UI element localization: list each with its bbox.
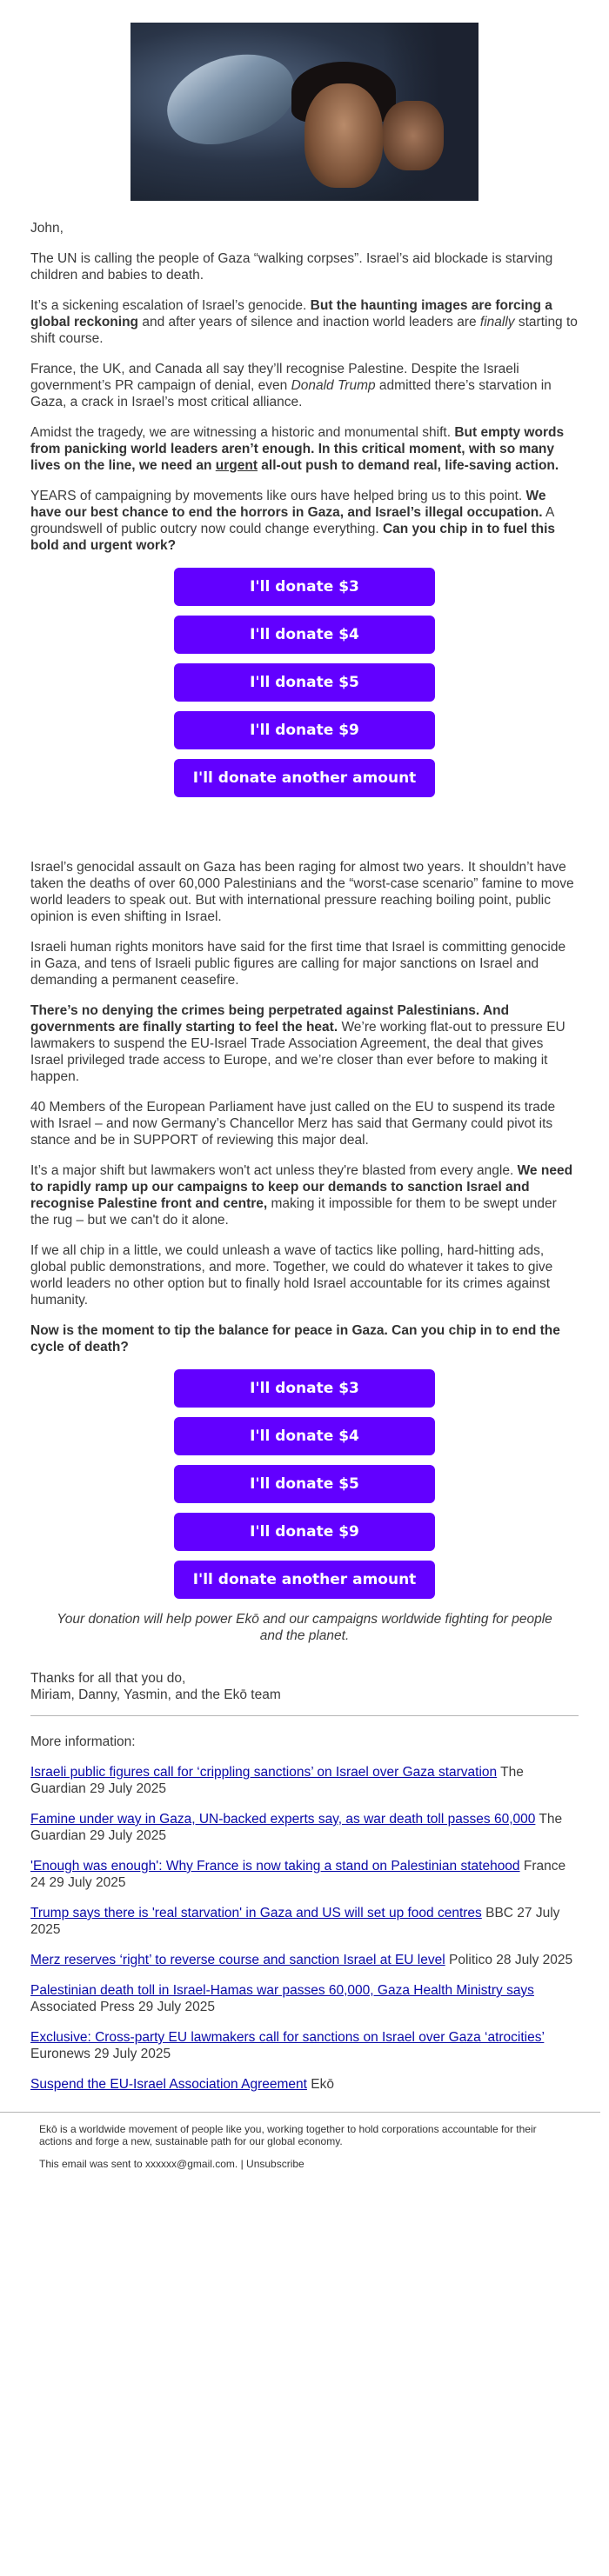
list-item: Suspend the EU-Israel Association Agreement Ekō [30, 2077, 334, 2092]
list-item: 'Enough was enough': Why France is now taking a stand on Palestinian statehood France 24 29 July 2025 [30, 1859, 566, 1890]
source-link[interactable]: Exclusive: Cross-party EU lawmakers call for sanctions on Israel over Gaza ‘atrocities’ [30, 2030, 545, 2045]
child-face-shape [304, 83, 383, 188]
list-item: Famine under way in Gaza, UN-backed experts say, as war death toll passes 60,000 The Guardian 29 July 2025 [30, 1812, 563, 1843]
donate-3-button[interactable]: I'll donate $3 [174, 568, 435, 606]
footer-sent-to: This email was sent to xxxxxx@gmail.com. | Unsubscribe [39, 2158, 304, 2170]
donate-button-group-1 [30, 568, 579, 797]
source-link[interactable]: Palestinian death toll in Israel-Hamas war passes 60,000, Gaza Health Ministry says [30, 1983, 534, 1998]
paragraph-9: 40 Members of the European Parliament have just called on the EU to suspend its trade with Israel – and now Germany’s Chancellor Merz has said that Germany could pivot its stance and be in SUPPORT of reviewing this major deal. [30, 1100, 556, 1148]
source-link[interactable]: Famine under way in Gaza, UN-backed experts say, as war death toll passes 60,000 [30, 1812, 536, 1827]
donate-button-group-2 [30, 1369, 579, 1599]
divider [30, 1715, 579, 1716]
greeting: John, [30, 221, 64, 236]
paragraph-1: The UN is calling the people of Gaza “walking corpses”. Israel’s aid blockade is starving children and babies to death. [30, 251, 553, 283]
donate-5-button[interactable]: I'll donate $5 [174, 1465, 435, 1503]
paragraph-12: Now is the moment to tip the balance for peace in Gaza. Can you chip in to end the cycle of death? [30, 1323, 560, 1355]
donate-9-button[interactable]: I'll donate $9 [174, 711, 435, 749]
donate-4-button[interactable]: I'll donate $4 [174, 1417, 435, 1455]
list-item: Israeli public figures call for ‘crippling sanctions’ on Israel over Gaza starvation The Guardian 29 July 2025 [30, 1765, 524, 1796]
paragraph-11: If we all chip in a little, we could unleash a wave of tactics like polling, hard-hitting ads, global public demonstrations, and more. Together, we could do whatever it takes to give world leaders no other option but to finally hold Israel accountable for its crimes against humanity. [30, 1243, 553, 1308]
paragraph-10: It’s a major shift but lawmakers won't act unless they're blasted from every angle. We need to rapidly ramp up our campaigns to keep our demands to sanction Israel and recognise Palestine front and centre, making it impossible for them to be swept under the rug – but we can't do it alone. [30, 1163, 573, 1228]
closing-note: Your donation will help power Ekō and our campaigns worldwide fighting for people and the planet. [57, 1612, 552, 1643]
more-info-links [30, 1764, 579, 2093]
donate-other-button[interactable]: I'll donate another amount [174, 759, 435, 797]
list-item: Merz reserves ‘right’ to reverse course and sanction Israel at EU level Politico 28 July 2025 [30, 1953, 573, 1967]
donate-other-button[interactable]: I'll donate another amount [174, 1561, 435, 1599]
signoff: Thanks for all that you do, Miriam, Danny, Yasmin, and the Ekō team [30, 1671, 281, 1702]
list-item: Trump says there is 'real starvation' in Gaza and US will set up food centres BBC 27 July 2025 [30, 1906, 560, 1937]
pot-shape [156, 39, 305, 158]
footer-about: Ekō is a worldwide movement of people like you, working together to hold corporations accountable for their actions and forge a new, sustainable path for our global economy. [39, 2123, 537, 2147]
donate-9-button[interactable]: I'll donate $9 [174, 1513, 435, 1551]
source-link[interactable]: 'Enough was enough': Why France is now taking a stand on Palestinian statehood [30, 1859, 520, 1874]
more-info-title: More information: [30, 1734, 136, 1749]
list-item: Exclusive: Cross-party EU lawmakers call for sanctions on Israel over Gaza ‘atrocities’ Euronews 29 July 2025 [30, 2030, 545, 2061]
source-link[interactable]: Israeli public figures call for ‘crippling sanctions’ on Israel over Gaza starvation [30, 1765, 498, 1780]
source-link[interactable]: Suspend the EU-Israel Association Agreement [30, 2077, 307, 2092]
footer [39, 2123, 570, 2170]
paragraph-3: France, the UK, and Canada all say they’ll recognise Palestine. Despite the Israeli government’s PR campaign of denial, even Donald Trump admitted there’s starvation in Gaza, a crack in Israel’s most critical alliance. [30, 362, 552, 409]
unsubscribe-link[interactable]: Unsubscribe [246, 2158, 304, 2170]
email-body [30, 23, 579, 2093]
donate-3-button[interactable]: I'll donate $3 [174, 1369, 435, 1408]
paragraph-6: Israel’s genocidal assault on Gaza has been raging for almost two years. It shouldn’t have taken the deaths of over 60,000 Palestinians and the “worst-case scenario” famine to move world leaders to speak out. But with international pressure reaching boiling point, public opinion is even shifting in Israel. [30, 860, 574, 924]
paragraph-2: It’s a sickening escalation of Israel’s genocide. But the haunting images are forcing a global reckoning and after years of silence and inaction world leaders are finally starting to shift course. [30, 298, 578, 346]
paragraph-5: YEARS of campaigning by movements like ours have helped bring us to this point. We have our best chance to end the horrors in Gaza, and Israel’s illegal occupation. A groundswell of public outcry now could change everything. Can you chip in to fuel this bold and urgent work? [30, 489, 556, 553]
paragraph-7: Israeli human rights monitors have said for the first time that Israel is committing genocide in Gaza, and tens of Israeli public figures are calling for major sanctions on Israel and demanding a permanent ceasefire. [30, 940, 566, 988]
list-item: Palestinian death toll in Israel-Hamas war passes 60,000, Gaza Health Ministry says Associated Press 29 July 2025 [30, 1983, 534, 2014]
donate-4-button[interactable]: I'll donate $4 [174, 616, 435, 654]
paragraph-8: There’s no denying the crimes being perpetrated against Palestinians. And governments are finally starting to feel the heat. We’re working flat-out to pressure EU lawmakers to suspend the EU-Israel Trade Association Agreement, the deal that gives Israel privileged trade access to Europe, and we’re closer than ever before to making it happen. [30, 1003, 566, 1084]
donate-5-button[interactable]: I'll donate $5 [174, 663, 435, 702]
hero-image [130, 23, 478, 201]
source-link[interactable]: Trump says there is 'real starvation' in Gaza and US will set up food centres [30, 1906, 482, 1920]
footer-divider [0, 2112, 600, 2113]
source-link[interactable]: Merz reserves ‘right’ to reverse course and sanction Israel at EU level [30, 1953, 445, 1967]
paragraph-4: Amidst the tragedy, we are witnessing a historic and monumental shift. But empty words from panicking world leaders aren’t enough. In this critical moment, with so many lives on the line, we need an urgent all-out push to demand real, life-saving action. [30, 425, 565, 473]
